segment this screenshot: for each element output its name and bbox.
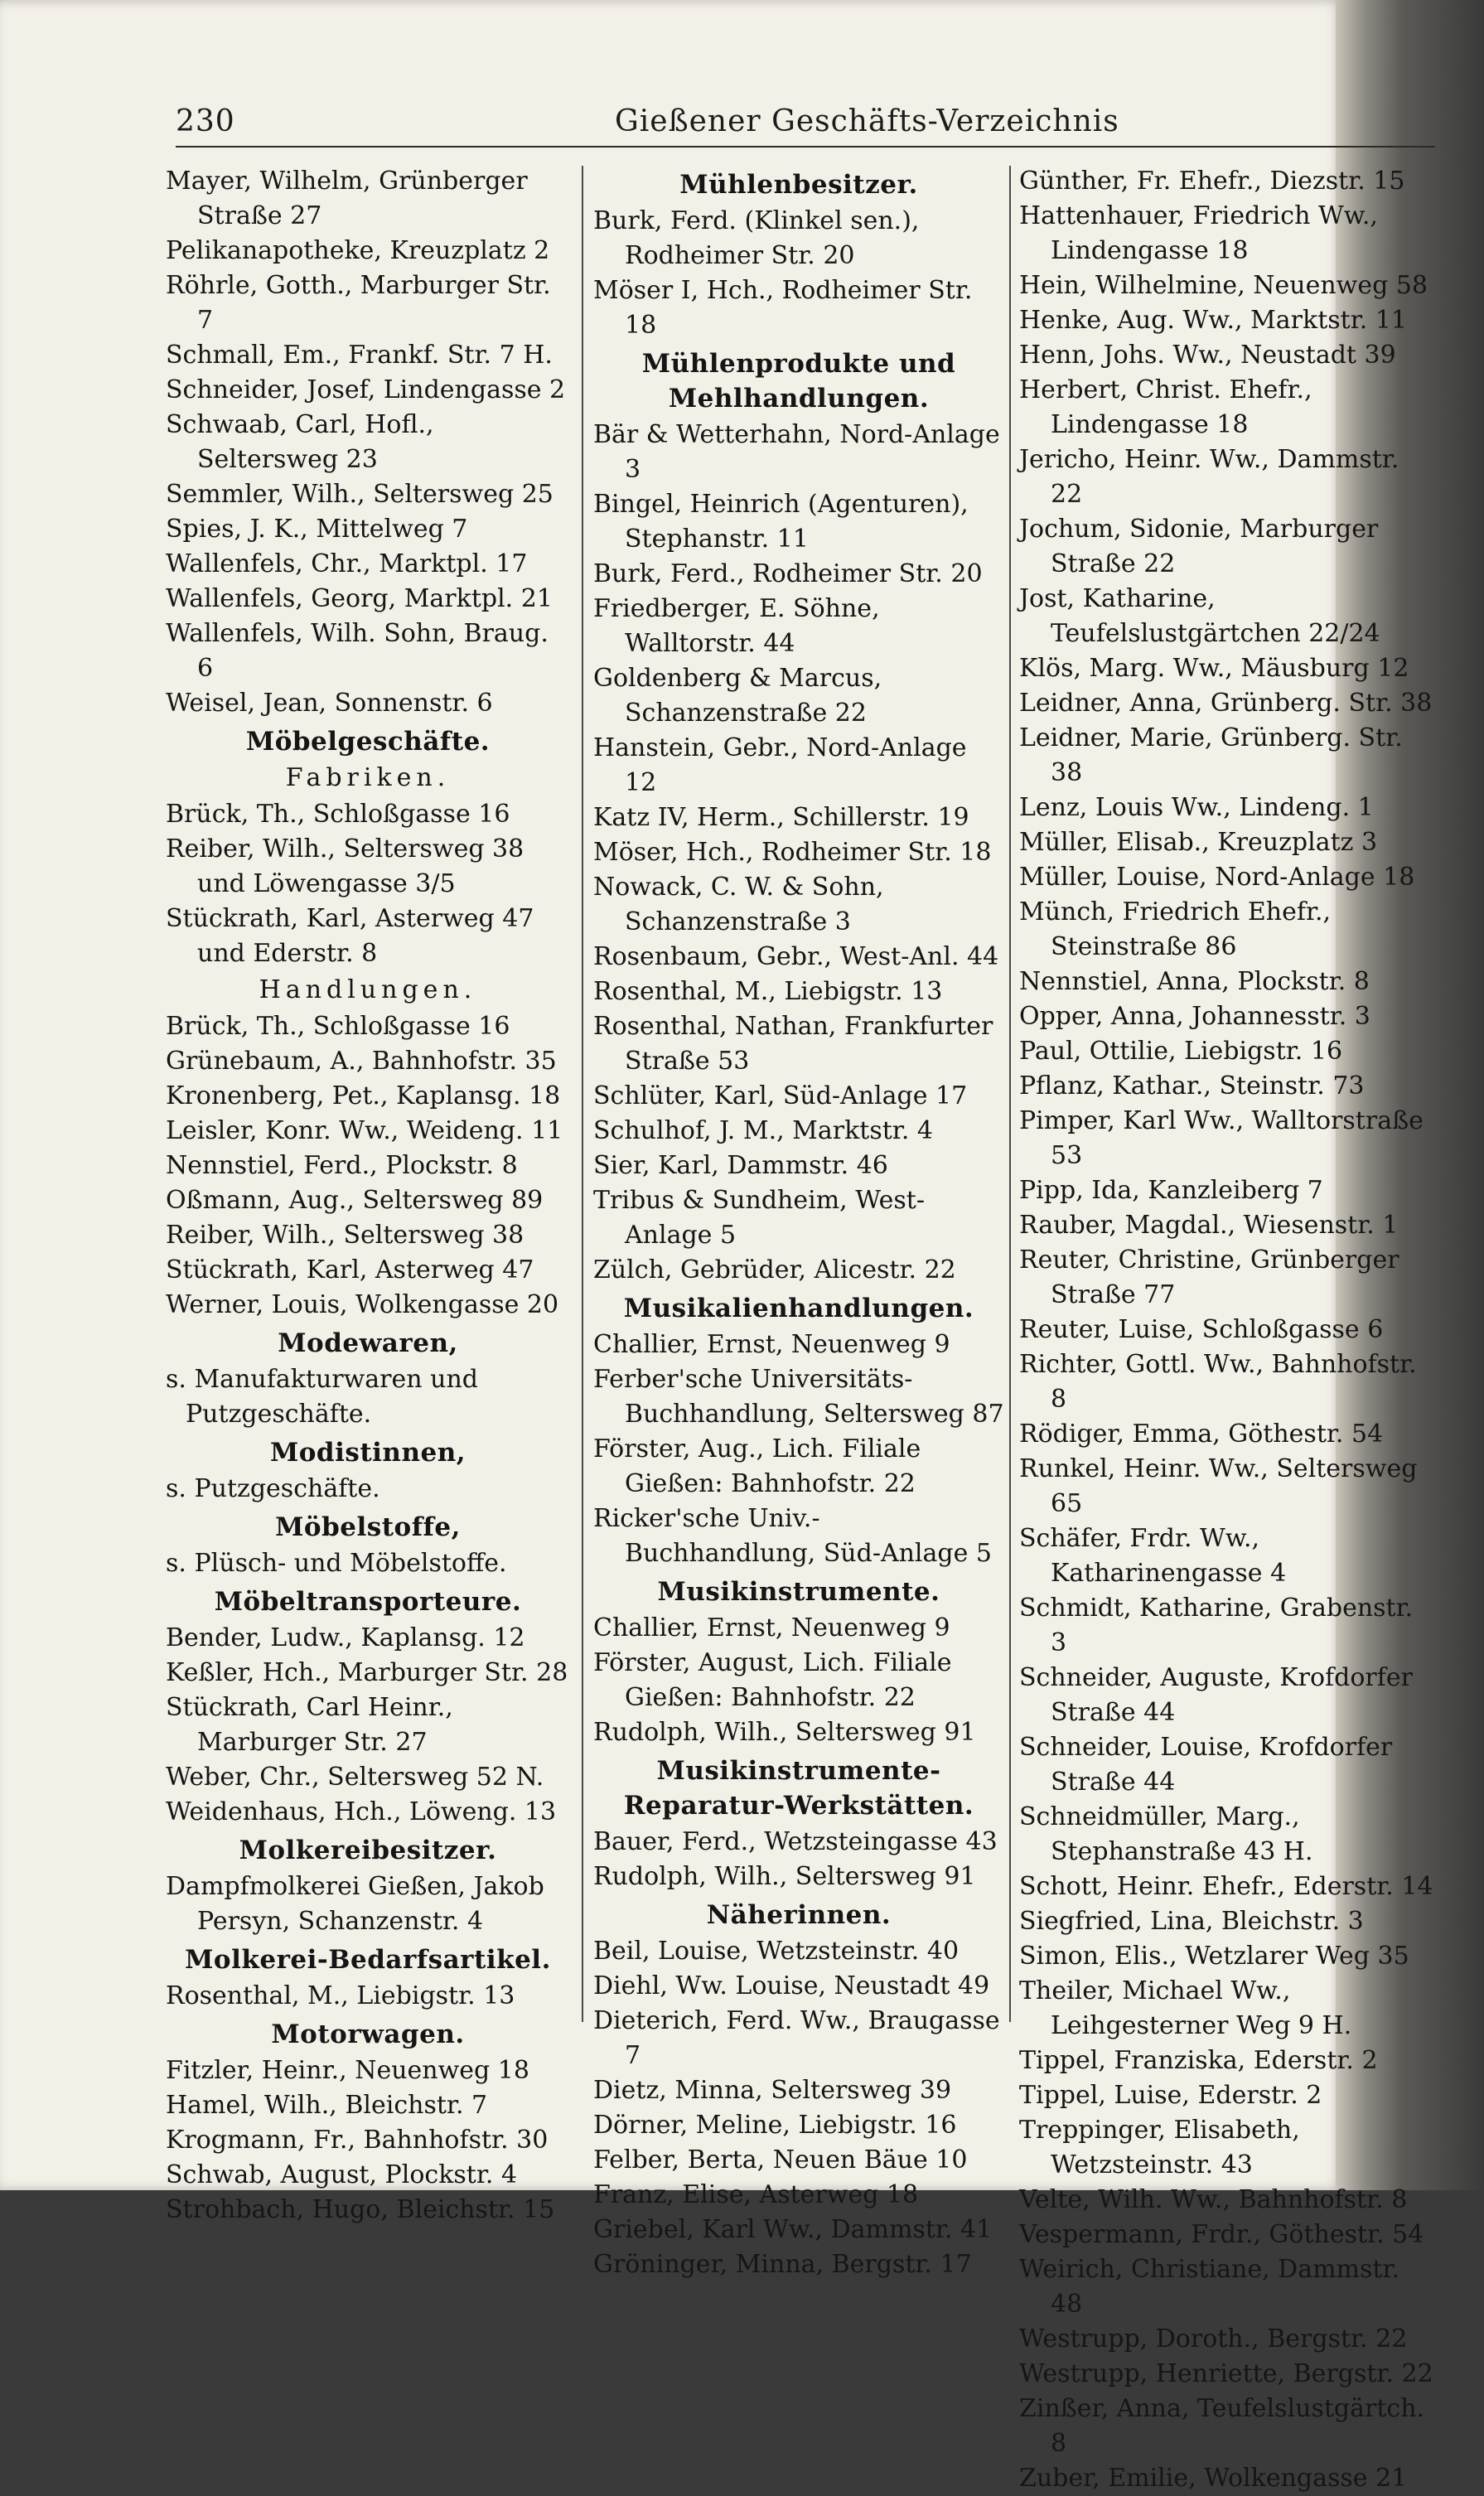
directory-entry: Nennstiel, Anna, Plockstr. 8 — [1019, 967, 1370, 996]
directory-entry: Diehl, Ww. Louise, Neustadt 49 — [593, 1971, 990, 2000]
directory-entry: Rosenthal, M., Liebigstr. 13 — [166, 1981, 515, 2010]
directory-entry: Siegfried, Lina, Bleichstr. 3 — [1019, 1907, 1364, 1936]
directory-entry: Schneider, Josef, Lindengasse 2 — [166, 375, 566, 404]
column-divider — [582, 166, 583, 2022]
directory-entry: Rudolph, Wilh., Seltersweg 91 — [593, 1862, 976, 1891]
directory-entry: Sier, Karl, Dammstr. 46 — [593, 1151, 888, 1180]
directory-entry: Paul, Ottilie, Liebigstr. 16 — [1019, 1037, 1343, 1066]
directory-entry: Tippel, Luise, Ederstr. 2 — [1019, 2081, 1322, 2110]
directory-entry: Dieterich, Ferd. Ww., Braugasse 7 — [593, 2006, 1000, 2070]
directory-entry: Schlüter, Karl, Süd-Anlage 17 — [593, 1081, 968, 1110]
directory-entry: Rauber, Magdal., Wiesenstr. 1 — [1019, 1211, 1399, 1240]
column-2 — [593, 164, 1004, 2282]
cross-reference-note: s. Manufakturwaren und Putzgeschäfte. — [166, 1365, 478, 1429]
directory-entry: Rosenthal, Nathan, Frankfurter Straße 53 — [593, 1012, 993, 1076]
directory-entry: Vespermann, Frdr., Göthestr. 54 — [1019, 2220, 1424, 2249]
directory-entry: Müller, Elisab., Kreuzplatz 3 — [1019, 828, 1378, 857]
directory-entry: Zuber, Emilie, Wolkengasse 21 — [1019, 2464, 1408, 2493]
directory-entry: Henn, Johs. Ww., Neustadt 39 — [1019, 341, 1396, 370]
directory-entry: Nowack, C. W. & Sohn, Schanzenstraße 3 — [593, 873, 884, 936]
directory-entry: Oßmann, Aug., Seltersweg 89 — [166, 1186, 544, 1215]
section-heading: Musikinstrumente-Reparatur-Werkstätten. — [623, 1756, 974, 1821]
directory-entry: Felber, Berta, Neuen Bäue 10 — [593, 2145, 968, 2174]
page-header — [176, 104, 1294, 146]
directory-entry: Semmler, Wilh., Seltersweg 25 — [166, 480, 553, 509]
section-heading: Molkerei-Bedarfsartikel. — [185, 1945, 551, 1975]
directory-entry: Förster, August, Lich. Filiale Gießen: Bahnhofstr. 22 — [593, 1648, 952, 1712]
directory-entry: Fitzler, Heinr., Neuenweg 18 — [166, 2056, 529, 2085]
directory-entry: Bär & Wetterhahn, Nord-Anlage 3 — [593, 420, 1000, 484]
running-title: Gießener Geschäfts-Verzeichnis — [615, 104, 1119, 138]
directory-entry: Strohbach, Hugo, Bleichstr. 15 — [166, 2195, 555, 2224]
section-heading: Modistinnen, — [269, 1438, 466, 1468]
directory-entry: Reiber, Wilh., Seltersweg 38 und Löwengasse 3/5 — [166, 834, 524, 898]
directory-entry: Krogmann, Fr., Bahnhofstr. 30 — [166, 2126, 549, 2155]
directory-entry: Hattenhauer, Friedrich Ww., Lindengasse 18 — [1019, 201, 1378, 265]
section-heading: Motorwagen. — [271, 2020, 465, 2049]
directory-entry: Pelikanapotheke, Kreuzplatz 2 — [166, 236, 550, 265]
directory-entry: Pflanz, Kathar., Steinstr. 73 — [1019, 1071, 1365, 1100]
directory-entry: Bauer, Ferd., Wetzsteingasse 43 — [593, 1827, 998, 1856]
directory-entry: Herbert, Christ. Ehefr., Lindengasse 18 — [1019, 375, 1312, 439]
directory-entry: Jost, Katharine, Teufelslustgärtchen 22/24 — [1019, 584, 1380, 648]
directory-entry: Leidner, Marie, Grünberg. Str. 38 — [1019, 723, 1403, 787]
directory-entry: Pimper, Karl Ww., Walltorstraße 53 — [1019, 1106, 1424, 1170]
section-heading: Möbeltransporteure. — [214, 1587, 522, 1617]
directory-entry: Opper, Anna, Johannesstr. 3 — [1019, 1002, 1370, 1031]
directory-entry: Velte, Wilh. Ww., Bahnhofstr. 8 — [1019, 2185, 1408, 2214]
directory-entry: Runkel, Heinr. Ww., Seltersweg 65 — [1019, 1454, 1418, 1518]
directory-entry: Schulhof, J. M., Marktstr. 4 — [593, 1116, 934, 1145]
directory-entry: Henke, Aug. Ww., Marktstr. 11 — [1019, 306, 1407, 335]
directory-entry: Bingel, Heinrich (Agenturen), Stephanstr. 11 — [593, 490, 969, 554]
section-heading: Musikinstrumente. — [657, 1577, 940, 1607]
directory-entry: Rödiger, Emma, Göthestr. 54 — [1019, 1420, 1384, 1449]
directory-entry: Tribus & Sundheim, West-Anlage 5 — [593, 1186, 925, 1250]
column-1 — [166, 164, 570, 2228]
directory-entry: Schmidt, Katharine, Grabenstr. 3 — [1019, 1594, 1414, 1657]
cross-reference-note: s. Putzgeschäfte. — [166, 1474, 380, 1503]
directory-entry: Katz IV, Herm., Schillerstr. 19 — [593, 803, 969, 832]
directory-entry: Friedberger, E. Söhne, Walltorstr. 44 — [593, 594, 880, 658]
directory-entry: Treppinger, Elisabeth, Wetzsteinstr. 43 — [1019, 2116, 1300, 2179]
directory-entry: Franz, Elise, Asterweg 18 — [593, 2180, 919, 2209]
directory-entry: Stückrath, Karl, Asterweg 47 und Ederstr. 8 — [166, 904, 534, 968]
directory-entry: Möser, Hch., Rodheimer Str. 18 — [593, 838, 992, 867]
directory-entry: Richter, Gottl. Ww., Bahnhofstr. 8 — [1019, 1350, 1417, 1414]
directory-entry: Brück, Th., Schloßgasse 16 — [166, 800, 510, 829]
directory-entry: Münch, Friedrich Ehefr., Steinstraße 86 — [1019, 897, 1332, 961]
directory-entry: Schneidmüller, Marg., Stephanstraße 43 H. — [1019, 1802, 1313, 1866]
directory-entry: Nennstiel, Ferd., Plockstr. 8 — [166, 1151, 518, 1180]
section-heading: Möbelgeschäfte. — [245, 727, 491, 757]
directory-entry: Dampfmolkerei Gießen, Jakob Persyn, Schanzenstr. 4 — [166, 1872, 544, 1936]
directory-entry: Reiber, Wilh., Seltersweg 38 — [166, 1221, 524, 1250]
directory-entry: Schneider, Louise, Krofdorfer Straße 44 — [1019, 1733, 1393, 1797]
directory-entry: Röhrle, Gotth., Marburger Str. 7 — [166, 271, 551, 335]
directory-entry: Förster, Aug., Lich. Filiale Gießen: Bahnhofstr. 22 — [593, 1434, 921, 1498]
directory-entry: Dietz, Minna, Seltersweg 39 — [593, 2076, 952, 2105]
directory-entry: Challier, Ernst, Neuenweg 9 — [593, 1330, 950, 1359]
column-divider — [1009, 166, 1011, 2022]
directory-entry: Möser I, Hch., Rodheimer Str. 18 — [593, 276, 973, 340]
directory-entry: Weirich, Christiane, Dammstr. 48 — [1019, 2255, 1400, 2319]
directory-entry: Reuter, Christine, Grünberger Straße 77 — [1019, 1246, 1399, 1309]
directory-entry: Lenz, Louis Ww., Lindeng. 1 — [1019, 793, 1374, 822]
directory-entry: Burk, Ferd. (Klinkel sen.), Rodheimer Str. 20 — [593, 206, 920, 270]
directory-entry: Rosenthal, M., Liebigstr. 13 — [593, 977, 943, 1006]
directory-entry: Schneider, Auguste, Krofdorfer Straße 44 — [1019, 1663, 1413, 1727]
section-heading: Möbelstoffe, — [275, 1512, 461, 1542]
directory-entry: Schäfer, Frdr. Ww., Katharinengasse 4 — [1019, 1524, 1287, 1588]
directory-entry: Rudolph, Wilh., Seltersweg 91 — [593, 1718, 976, 1747]
directory-entry: Simon, Elis., Wetzlarer Weg 35 — [1019, 1942, 1409, 1971]
section-heading: Musikalienhandlungen. — [623, 1294, 974, 1323]
section-heading: Näherinnen. — [706, 1900, 892, 1930]
directory-entry: Wallenfels, Wilh. Sohn, Braug. 6 — [166, 619, 549, 683]
directory-entry: Brück, Th., Schloßgasse 16 — [166, 1012, 510, 1041]
directory-entry: Burk, Ferd., Rodheimer Str. 20 — [593, 559, 983, 588]
directory-entry: Hamel, Wilh., Bleichstr. 7 — [166, 2091, 488, 2120]
directory-entry: Reuter, Luise, Schloßgasse 6 — [1019, 1315, 1384, 1344]
directory-entry: Ferber'sche Universitäts-Buchhandlung, Seltersweg 87 — [593, 1365, 1004, 1429]
directory-entry: Theiler, Michael Ww., Leihgesterner Weg 9 H. — [1019, 1976, 1352, 2040]
column-3 — [1019, 164, 1433, 2496]
directory-entry: Westrupp, Doroth., Bergstr. 22 — [1019, 2324, 1408, 2353]
page-number: 230 — [176, 104, 235, 138]
directory-entry: Leidner, Anna, Grünberg. Str. 38 — [1019, 689, 1433, 718]
directory-entry: Weidenhaus, Hch., Löweng. 13 — [166, 1797, 557, 1826]
directory-entry: Rosenbaum, Gebr., West-Anl. 44 — [593, 942, 999, 971]
directory-entry: Beil, Louise, Wetzsteinstr. 40 — [593, 1937, 960, 1966]
section-heading: Mühlenprodukte und Mehlhandlungen. — [641, 349, 956, 414]
section-heading: Molkereibesitzer. — [239, 1836, 497, 1865]
directory-entry: Schott, Heinr. Ehefr., Ederstr. 14 — [1019, 1872, 1433, 1901]
directory-entry: Tippel, Franziska, Ederstr. 2 — [1019, 2046, 1378, 2075]
section-subheading: Handlungen. — [259, 975, 477, 1004]
directory-entry: Schwaab, Carl, Hofl., Seltersweg 23 — [166, 410, 434, 474]
directory-entry: Gröninger, Minna, Bergstr. 17 — [593, 2250, 972, 2279]
cross-reference-note: s. Plüsch- und Möbelstoffe. — [166, 1549, 507, 1578]
directory-entry: Keßler, Hch., Marburger Str. 28 — [166, 1658, 568, 1687]
directory-entry: Schwab, August, Plockstr. 4 — [166, 2160, 518, 2189]
directory-entry: Westrupp, Henriette, Bergstr. 22 — [1019, 2359, 1433, 2388]
section-subheading: Fabriken. — [285, 763, 451, 792]
directory-entry: Grünebaum, A., Bahnhofstr. 35 — [166, 1047, 557, 1076]
directory-entry: Jochum, Sidonie, Marburger Straße 22 — [1019, 515, 1379, 578]
directory-entry: Dörner, Meline, Liebigstr. 16 — [593, 2111, 957, 2140]
section-heading: Modewaren, — [278, 1328, 458, 1358]
directory-entry: Stückrath, Karl, Asterweg 47 — [166, 1255, 534, 1284]
directory-entry: Müller, Louise, Nord-Anlage 18 — [1019, 863, 1415, 892]
section-heading: Mühlenbesitzer. — [679, 170, 918, 200]
directory-entry: Günther, Fr. Ehefr., Diezstr. 15 — [1019, 167, 1405, 196]
directory-entry: Stückrath, Carl Heinr., Marburger Str. 27 — [166, 1693, 453, 1757]
directory-entry: Hein, Wilhelmine, Neuenweg 58 — [1019, 271, 1428, 300]
directory-entry: Weber, Chr., Seltersweg 52 N. — [166, 1763, 544, 1792]
directory-entry: Wallenfels, Georg, Marktpl. 21 — [166, 584, 553, 613]
directory-entry: Wallenfels, Chr., Marktpl. 17 — [166, 549, 528, 578]
header-rule — [176, 146, 1435, 148]
directory-entry: Ricker'sche Univ.-Buchhandlung, Süd-Anlage 5 — [593, 1504, 992, 1568]
directory-entry: Leisler, Konr. Ww., Weideng. 11 — [166, 1116, 563, 1145]
directory-entry: Hanstein, Gebr., Nord-Anlage 12 — [593, 733, 967, 797]
directory-entry: Spies, J. K., Mittelweg 7 — [166, 515, 468, 544]
directory-entry: Goldenberg & Marcus, Schanzenstraße 22 — [593, 664, 882, 728]
directory-entry: Weisel, Jean, Sonnenstr. 6 — [166, 689, 493, 718]
directory-entry: Challier, Ernst, Neuenweg 9 — [593, 1613, 950, 1642]
directory-entry: Kronenberg, Pet., Kaplansg. 18 — [166, 1081, 561, 1110]
directory-entry: Zinßer, Anna, Teufelslustgärtch. 8 — [1019, 2394, 1425, 2458]
directory-entry: Griebel, Karl Ww., Dammstr. 41 — [593, 2215, 993, 2244]
directory-entry: Zülch, Gebrüder, Alicestr. 22 — [593, 1255, 956, 1284]
directory-entry: Werner, Louis, Wolkengasse 20 — [166, 1290, 559, 1319]
directory-entry: Mayer, Wilhelm, Grünberger Straße 27 — [166, 167, 528, 230]
directory-entry: Jericho, Heinr. Ww., Dammstr. 22 — [1019, 445, 1399, 509]
directory-entry: Klös, Marg. Ww., Mäusburg 12 — [1019, 654, 1409, 683]
directory-entry: Pipp, Ida, Kanzleiberg 7 — [1019, 1176, 1323, 1205]
directory-entry: Bender, Ludw., Kaplansg. 12 — [166, 1623, 525, 1652]
directory-entry: Schmall, Em., Frankf. Str. 7 H. — [166, 341, 553, 370]
